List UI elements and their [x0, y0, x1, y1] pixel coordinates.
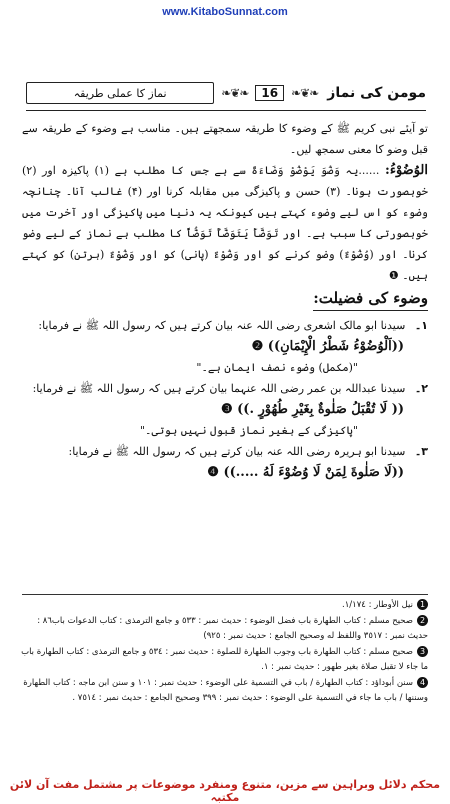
section-heading: وضوء کی فضیلت:: [313, 288, 428, 311]
item-number: ۱۔: [414, 319, 428, 332]
narration-text: سیدنا ابو مالک اشعری رضی اللہ عنہ بیان کرتے ہیں کہ رسول اللہ ﷺ نے فرمایا:: [38, 319, 406, 332]
intro-paragraph: تو آیئے نبی کریم ﷺ کے وضوء کا طریقہ سمجھتے ہیں۔ مناسب ہے وضوء کے طریقہ سے قبل وضو کا معنی سمجھ لیں۔: [22, 122, 428, 156]
footnote: [16, 598, 428, 614]
footnote-text: نيل الأوطار : ١/١٧٤.: [342, 600, 413, 610]
promo-banner[interactable]: محکم دلائل وبراہین سے مزین، متنوع ومنفرد موضوعات پر مشتمل مفت آن لائن مکتبہ: [9, 778, 441, 804]
arabic-text: ((لَا صَلٰوةَ لِمَنْ لَا وُضُوْءَ لَهُ .....)) ❹: [207, 465, 404, 480]
footnotes: [16, 598, 428, 707]
footnote-text: صحیح مسلم : كتاب الطهارة باب فضل الوضوء : حديث نمبر : ٥٣٣ و جامع الترمذی : كتاب الدعوات باب٨٦ : حديث نمبر : ٣٥١٧ واللفظ له وصحیح الجامع : حديث نمبر : ٩٢٥): [37, 615, 428, 641]
translation-text: "پاکیزگی کے بغیر نماز قبول نہیں ہوتی۔": [139, 424, 358, 437]
site-url[interactable]: www.KitaboSunnat.com: [162, 6, 288, 18]
definition-text: ......یہ وَضُوَ یَوْضُوْ وَضَاءَۃً سے ہے جس کا مطلب ہے (۱) پاکیزہ اور (۲) خوبصورت ہونا۔ (۳) حسن و پاکیزگی میں مقابلہ کرنا اور (۴) غالب آنا۔ چنانچہ وضوء کو اس لیے وضوء کہتے ہیں کیونکہ یہ دنیا میں پاکیزگی اور آخرت میں خوبصورتی کا سبب ہے۔ اور تَوَضَّأَ یَتَوَضَّأُ تَوَضُّأً کا مطلب ہے نماز کے لیے وضو کرنا۔ اور (وُضُوْءٌ) وضو کرنے کو اور وَضُوْءٌ (پانی) کو اور وَضُوْءٌ (برتن) کو کہتے ہیں۔ ❶: [22, 164, 428, 282]
hadith-item: [22, 378, 428, 441]
narration-text: سیدنا عبداللہ بن عمر رضی اللہ عنہما بیان کرتے ہیں کہ رسول اللہ ﷺ نے فرمایا:: [32, 382, 406, 395]
page-number: 16: [255, 85, 284, 101]
main-text: [22, 118, 428, 483]
item-number: ۲۔: [414, 382, 428, 395]
footnote: [16, 676, 428, 707]
hadith-item: [22, 315, 428, 378]
page-header: [26, 78, 426, 108]
footnote-divider: [22, 594, 428, 595]
arabic-text: ((اَلْوُضُوْءُ شَطْرُ الْإِيْمَانِ)) ❷: [251, 339, 404, 354]
keyword-wudu: الوُضُوْءُ:: [385, 163, 428, 178]
chapter-label: نماز کا عملی طریقہ: [26, 82, 214, 104]
definition-paragraph: [22, 160, 428, 286]
ornament-icon: ❧❦❧: [221, 86, 249, 100]
hadith-item: [22, 441, 428, 483]
book-title: مومن کی نماز: [327, 85, 426, 101]
narration-text: سیدنا ابو ہریرہ رضی اللہ عنہ بیان کرتے ہیں کہ رسول اللہ ﷺ نے فرمایا:: [68, 445, 406, 458]
footnote-number: 2: [417, 615, 428, 626]
footnote-number: 1: [417, 599, 428, 610]
arabic-text: (( لَا تُقْبَلُ صَلٰوةٌ بِغَيْرِ طُهُوْرٍ .)) ❸: [220, 402, 404, 417]
section-heading-wrap: [22, 286, 428, 315]
header-divider: [26, 110, 426, 111]
footnote: [16, 614, 428, 645]
footnote-number: 4: [417, 677, 428, 688]
footnote: [16, 645, 428, 676]
footnote-text: سنن أبوداؤد : كتاب الطهارة / باب في التسمية على الوضوء : حديث نمبر : ١٠١ و سنن ابن ماجه : كتاب الطهارة وسننها / باب ما جاء في التسمية على الوضوء : حديث نمبر : ٣٩٩ وصحيح الجامع : حديث نمبر : ٧٥١٤ .: [23, 677, 428, 703]
translation-text: "(مکمل) وضوء نصف ایمان ہے۔": [196, 361, 358, 374]
item-number: ۳۔: [414, 445, 428, 458]
ornament-icon: ❧❦❧: [291, 86, 319, 100]
footnote-text: صحیح مسلم : كتاب الطهارة باب وجوب الطهارة للصلوة : حديث نمبر : ٥٣٤ و جامع الترمذی : كتاب الطهارة باب ما جاء لا تقبل صلاة بغير طهور : حديث نمبر : ١.: [21, 646, 428, 672]
footnote-number: 3: [417, 646, 428, 657]
